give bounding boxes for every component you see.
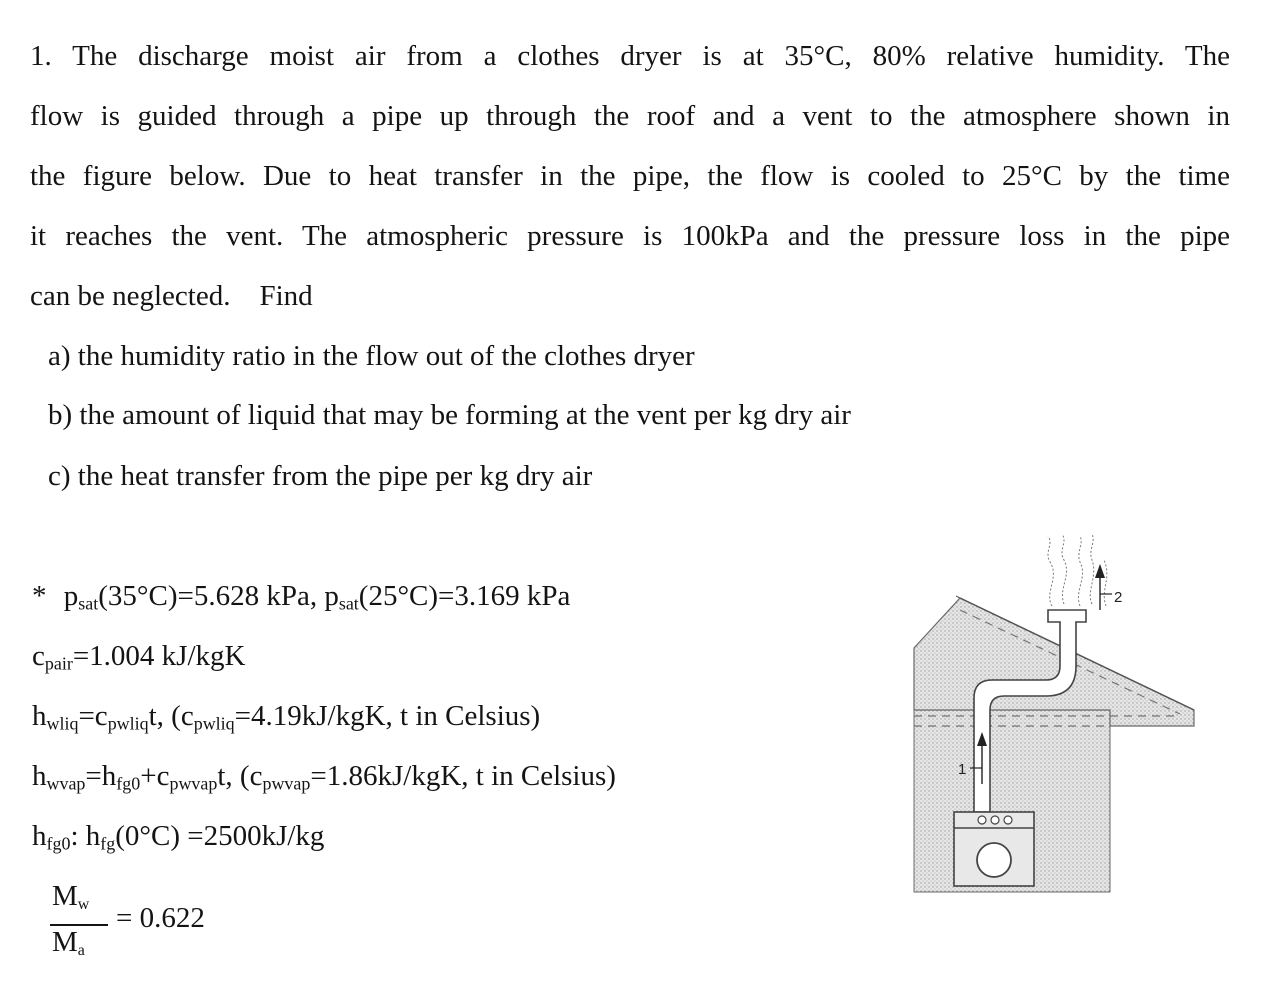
hfg0-colon: : h <box>70 820 101 852</box>
state-2-label: 2 <box>1114 589 1123 606</box>
hwvap-eq: =h <box>85 760 117 792</box>
dryer-knob-2 <box>991 816 999 824</box>
smoke-wisp-5 <box>1104 560 1107 606</box>
hwliq-value: =4.19kJ/kgK, t in Celsius) <box>234 700 541 732</box>
dryer-knob-3 <box>1004 816 1012 824</box>
hwliq-symbol: h <box>32 700 47 732</box>
given-psat <box>32 580 570 613</box>
hwvap-c-subscript: pwvap <box>169 773 218 794</box>
problem-line-3: the figure below. Due to heat transfer in the pipe, the flow is cooled to 25°C by the time <box>30 160 1230 192</box>
ratio-value: = 0.622 <box>116 902 205 934</box>
hwliq-subscript: wliq <box>46 713 79 734</box>
cpair-value: =1.004 kJ/kgK <box>72 640 246 672</box>
given-hwliq <box>32 700 540 733</box>
smoke-wisp-3 <box>1078 536 1082 606</box>
psat-symbol-2: p <box>324 580 339 612</box>
hwliq-c-subscript: pwliq <box>107 713 149 734</box>
hfg0-value: (0°C) =2500kJ/kg <box>115 820 325 852</box>
given-cpair <box>32 640 245 673</box>
hwliq-c2-subscript: pwliq <box>193 713 235 734</box>
hwvap-value: =1.86kJ/kgK, t in Celsius) <box>310 760 616 792</box>
problem-line-1: 1. The discharge moist air from a clothes dryer is at 35°C, 80% relative humidity. The <box>30 40 1230 72</box>
part-b: b) the amount of liquid that may be forming at the vent per kg dry air <box>48 399 851 431</box>
hfg0-subscript: fg0 <box>46 833 71 854</box>
hwvap-t: t, (c <box>217 760 263 792</box>
dryer-door <box>977 843 1011 877</box>
cpair-subscript: pair <box>44 653 73 674</box>
star-mark: * <box>32 580 47 612</box>
smoke-wisp-1 <box>1048 536 1053 606</box>
psat-value-35: (35°C)=5.628 kPa, <box>98 580 325 612</box>
roof-extension-line <box>956 596 960 598</box>
given-hwvap <box>32 760 616 793</box>
hwvap-hfg-subscript: fg0 <box>116 773 141 794</box>
hwvap-c2-subscript: pwvap <box>262 773 311 794</box>
problem-statement <box>30 26 1230 326</box>
given-hfg0 <box>32 820 324 853</box>
hwliq-eq: =c <box>78 700 108 732</box>
psat-subscript-2: sat <box>338 593 359 614</box>
ratio-denominator: $M_a$ <box>52 926 85 959</box>
problem-line-4: it reaches the vent. The atmospheric pressure is 100kPa and the pressure loss in the pipe <box>30 220 1230 252</box>
psat-subscript-1: sat <box>78 593 99 614</box>
smoke-wisp-2 <box>1062 534 1067 604</box>
ratio-numerator: $M_w$ <box>52 880 90 913</box>
hfg-subscript: fg <box>100 833 116 854</box>
problem-line-5: can be neglected. Find <box>30 280 313 312</box>
hwvap-symbol: h <box>32 760 47 792</box>
hwvap-plus: +c <box>140 760 170 792</box>
hwvap-subscript: wvap <box>46 773 86 794</box>
dryer-vent-figure <box>900 530 1210 910</box>
hfg0-symbol: h <box>32 820 47 852</box>
dryer-knob-1 <box>978 816 986 824</box>
psat-symbol-1: p <box>63 580 79 612</box>
hwliq-t: t, (c <box>148 700 194 732</box>
part-a: a) the humidity ratio in the flow out of the clothes dryer <box>48 340 695 372</box>
part-c: c) the heat transfer from the pipe per kg dry air <box>48 460 593 492</box>
state-2-arrowhead <box>1095 564 1105 578</box>
problem-line-2: flow is guided through a pipe up through the roof and a vent to the atmosphere shown in <box>30 100 1230 132</box>
smoke-wisp-4 <box>1090 534 1093 604</box>
psat-value-25: (25°C)=3.169 kPa <box>358 580 571 612</box>
state-1-label: 1 <box>958 761 967 778</box>
cpair-symbol: c <box>32 640 45 672</box>
